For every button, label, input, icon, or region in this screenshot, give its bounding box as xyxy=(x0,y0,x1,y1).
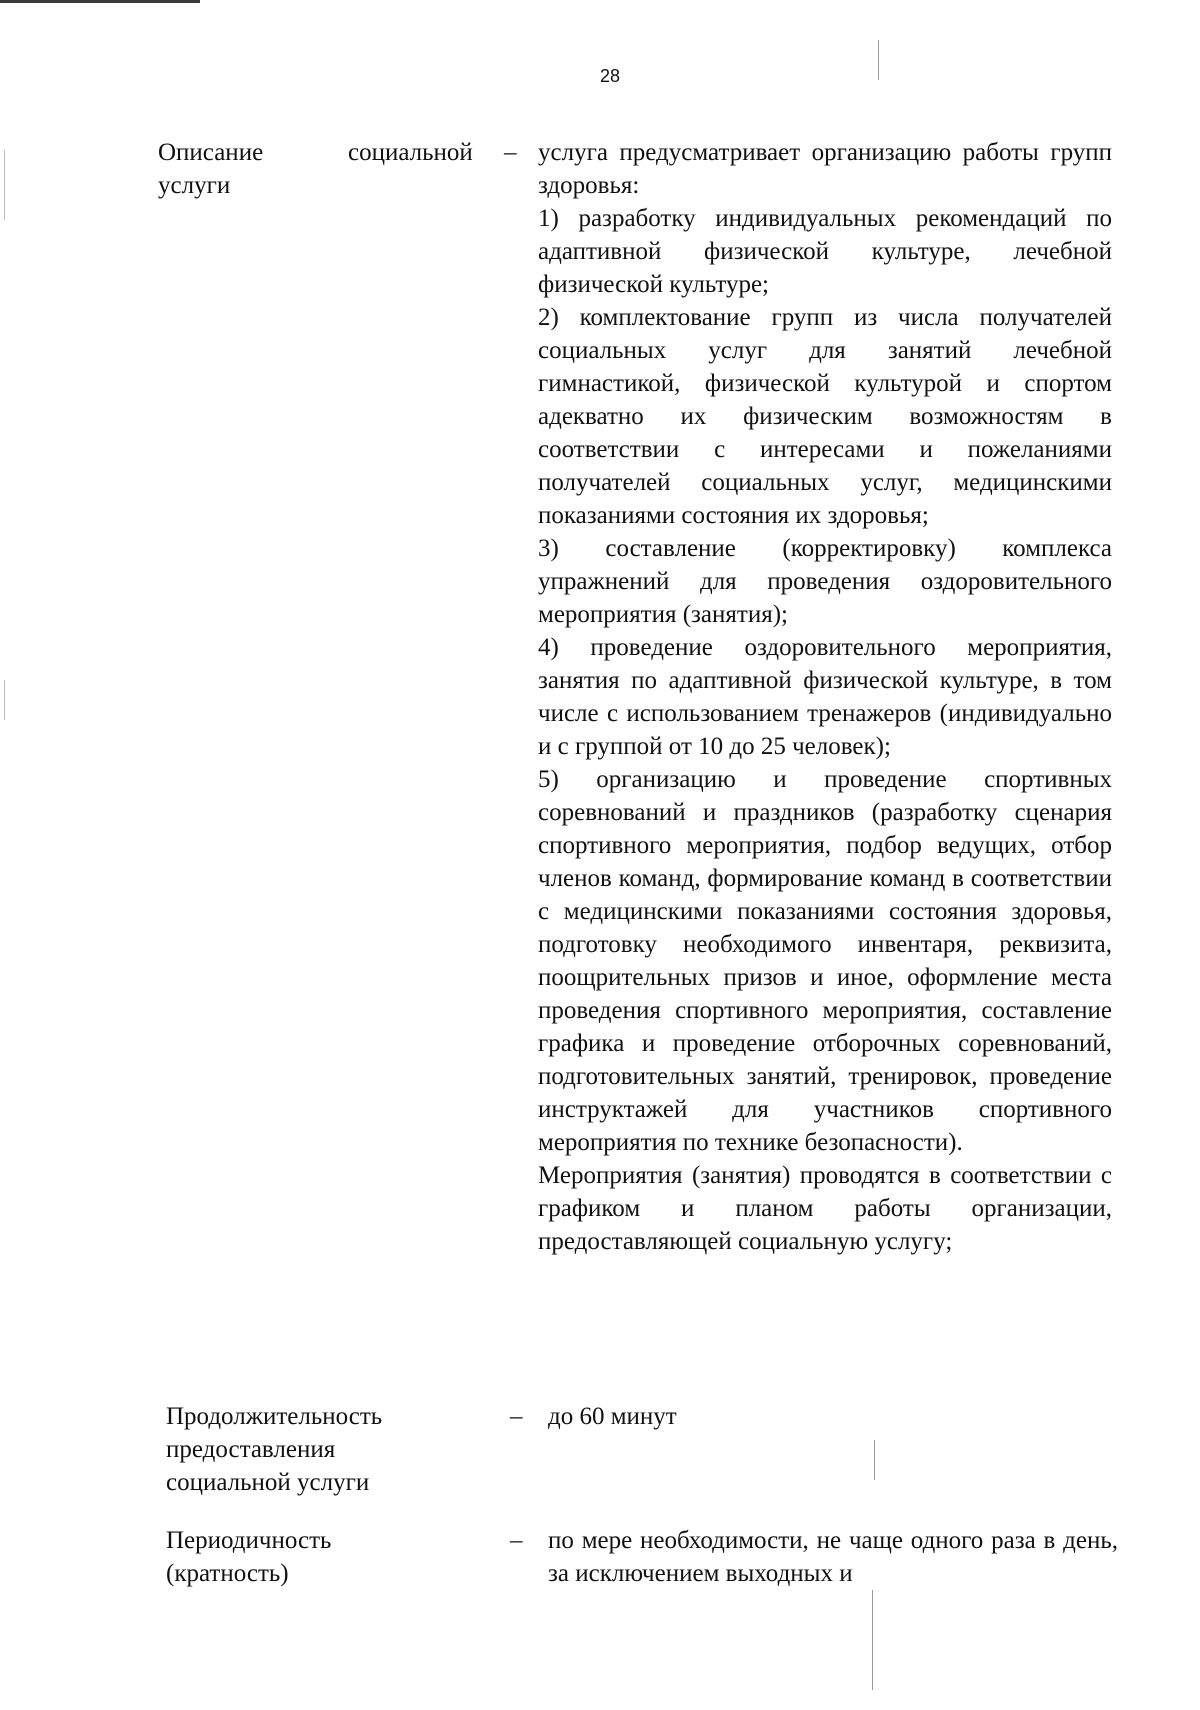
term-separator-dash: – xyxy=(510,1527,523,1554)
scan-top-edge xyxy=(0,0,200,3)
scan-artifact-line xyxy=(878,40,879,80)
description-schedule-note: Мероприятия (занятия) проводятся в соответствии с графиком и планом работы организации, предоставляющей социальную услугу; xyxy=(538,1162,1112,1255)
scan-artifact-line xyxy=(4,150,5,220)
term-description-label: Описание услуги xyxy=(158,139,264,199)
scan-artifact-line xyxy=(872,1590,873,1690)
term-duration-label: Продолжительность предоставления социальной услуги xyxy=(166,1403,383,1496)
description-item-1: 1) разработку индивидуальных рекомендаций по адаптивной физической культуре, лечебной физической культуре; xyxy=(538,205,1112,298)
term-periodicity-label: Периодичность (кратность) xyxy=(166,1527,332,1587)
description-item-4: 4) проведение оздоровительного мероприятия, занятия по адаптивной физической культуре, в том числе с использованием тренажеров (индивидуально и с группой от 10 до 25 человек); xyxy=(538,634,1112,760)
scan-artifact-line xyxy=(4,680,5,720)
term-separator-dash: – xyxy=(510,1403,523,1430)
description-item-2: 2) комплектование групп из числа получателей социальных услуг для занятий лечебной гимнастикой, физической культурой и спортом адекватно их физическим возможностям в соответствии с интересами и пожеланиями получателей социальных услуг, медицинскими показаниями состояния их здоровья; xyxy=(538,304,1112,529)
service-description-text xyxy=(538,136,1112,1258)
term-description-label-continued: социальной xyxy=(348,139,473,166)
term-separator-dash: – xyxy=(504,139,517,166)
description-intro: услуга предусматривает организацию работы групп здоровья: xyxy=(538,139,1112,199)
description-item-3: 3) составление (корректировку) комплекса упражнений для проведения оздоровительного мероприятия (занятия); xyxy=(538,535,1112,628)
duration-value: до 60 минут xyxy=(548,1403,677,1430)
scan-artifact-line xyxy=(874,1440,875,1480)
description-item-5: 5) организацию и проведение спортивных соревнований и праздников (разработку сценария спортивного мероприятия, подбор ведущих, отбор членов команд, формирование команд в соответствии с медицинскими показаниями состояния здоровья, подготовку необходимого инвентаря, реквизита, поощрительных призов и иное, оформление места проведения спортивного мероприятия, составление графика и проведение отборочных соревнований, подготовительных занятий, тренировок, проведение инструктажей для участников спортивного мероприятия по технике безопасности). xyxy=(538,766,1112,1156)
periodicity-value: по мере необходимости, не чаще одного раза в день, за исключением выходных и xyxy=(548,1527,1118,1587)
page-number: 28 xyxy=(599,66,621,86)
